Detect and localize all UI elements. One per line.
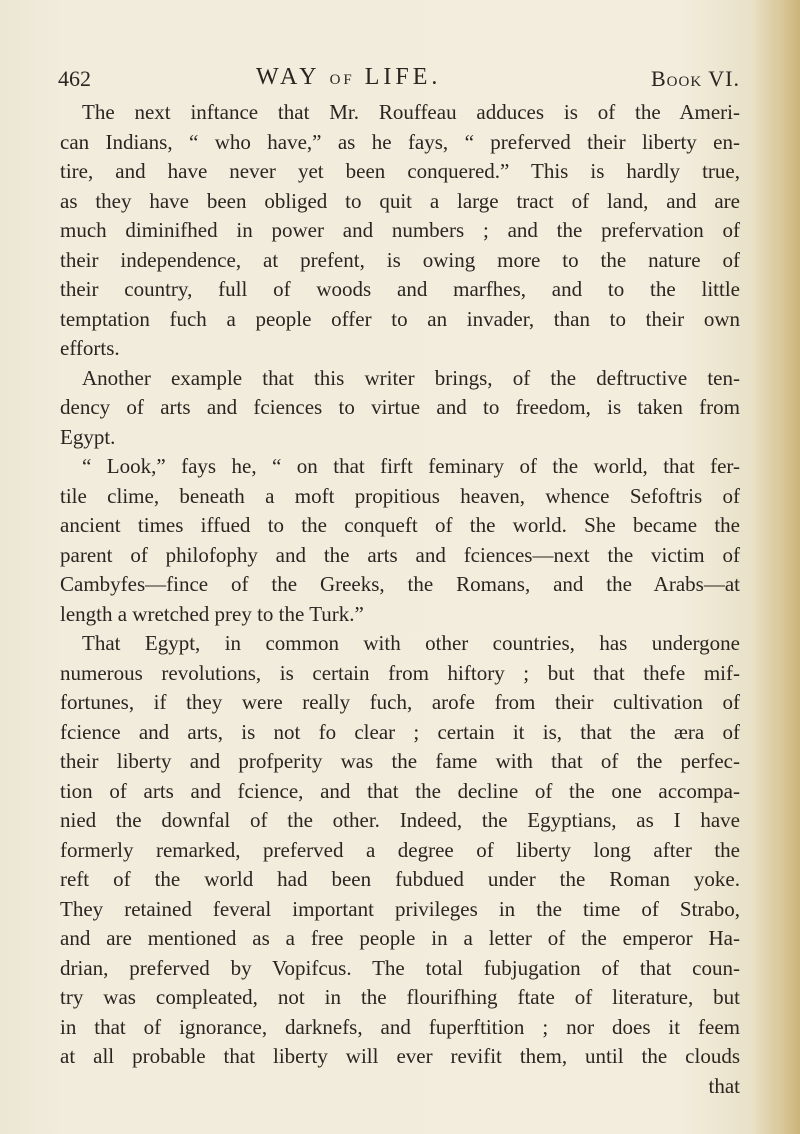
page-edge-stain xyxy=(752,0,800,1134)
text-line: length a wretched prey to the Turk.” xyxy=(60,601,364,626)
text-line: at all probable that liberty will ever revifit them, until the clouds xyxy=(60,1044,740,1068)
running-head-way: WAY xyxy=(256,64,320,90)
text-line: as they have been obliged to quit a large tract of land, and are xyxy=(60,188,740,213)
page-header xyxy=(58,64,740,94)
text-line: Cambyfes—fince of the Greeks, the Romans, and the Arabs—at xyxy=(60,572,740,596)
text-line: ancient times iffued to the conqueft of the world. She became the xyxy=(60,513,740,537)
text-line: numerous revolutions, is certain from hiftory ; but that thefe mif- xyxy=(60,660,740,685)
catchword: that xyxy=(708,1073,740,1098)
text-line: tion of arts and fcience, and that the decline of the one accompa- xyxy=(60,778,740,803)
text-line: tile clime, beneath a moft propitious heaven, whence Sefoftris of xyxy=(60,483,740,508)
page-number: 462 xyxy=(58,66,91,91)
text-line: reft of the world had been fubdued under the Roman yoke. xyxy=(60,867,740,891)
text-line: formerly remarked, preferved a degree of liberty long after the xyxy=(60,837,740,862)
running-head xyxy=(256,64,441,91)
text-line: their country, full of woods and marfhes, and to the little xyxy=(60,277,740,301)
text-line: much diminifhed in power and numbers ; and the prefervation of xyxy=(60,218,740,242)
body-text xyxy=(60,98,740,1101)
text-line: “ Look,” fays he, “ on that firft feminary of the world, that fer- xyxy=(82,454,740,478)
text-line: fcience and arts, is not fo clear ; certain it is, that the æra of xyxy=(60,719,740,744)
book-label: Book VI. xyxy=(651,66,740,91)
text-line: their liberty and profperity was the fame with that of the perfec- xyxy=(60,749,740,773)
text-line: and are mentioned as a free people in a letter of the emperor Ha- xyxy=(60,926,740,950)
text-line: That Egypt, in common with other countries, has undergone xyxy=(82,631,740,655)
running-head-of: OF xyxy=(329,72,355,88)
text-line: try was compleated, not in the flourifhing ftate of literature, but xyxy=(60,985,740,1009)
text-line: The next inftance that Mr. Rouffeau adduces is of the Ameri- xyxy=(82,100,740,124)
text-line: temptation fuch a people offer to an invader, than to their own xyxy=(60,306,740,331)
text-line: drian, preferved by Vopifcus. The total fubjugation of that coun- xyxy=(60,955,740,980)
text-line: Another example that this writer brings, of the deftructive ten- xyxy=(82,365,740,390)
text-line: parent of philofophy and the arts and fciences—next the victim of xyxy=(60,542,740,567)
text-line: nied the downfal of the other. Indeed, the Egyptians, as I have xyxy=(60,808,740,832)
text-line: efforts. xyxy=(60,336,120,360)
text-line: their independence, at prefent, is owing more to the nature of xyxy=(60,247,740,272)
text-line: Egypt. xyxy=(60,424,116,449)
running-head-life: LIFE. xyxy=(364,64,442,90)
text-line: in that of ignorance, darknefs, and fuperftition ; nor does it feem xyxy=(60,1014,740,1039)
text-line: can Indians, “ who have,” as he fays, “ preferved their liberty en- xyxy=(60,129,740,154)
text-line: fortunes, if they were really fuch, arofe from their cultivation of xyxy=(60,690,740,714)
text-line: They retained feveral important privileges in the time of Strabo, xyxy=(60,896,740,921)
text-line: tire, and have never yet been conquered.” This is hardly true, xyxy=(60,159,740,183)
text-line: dency of arts and fciences to virtue and to freedom, is taken from xyxy=(60,395,740,419)
